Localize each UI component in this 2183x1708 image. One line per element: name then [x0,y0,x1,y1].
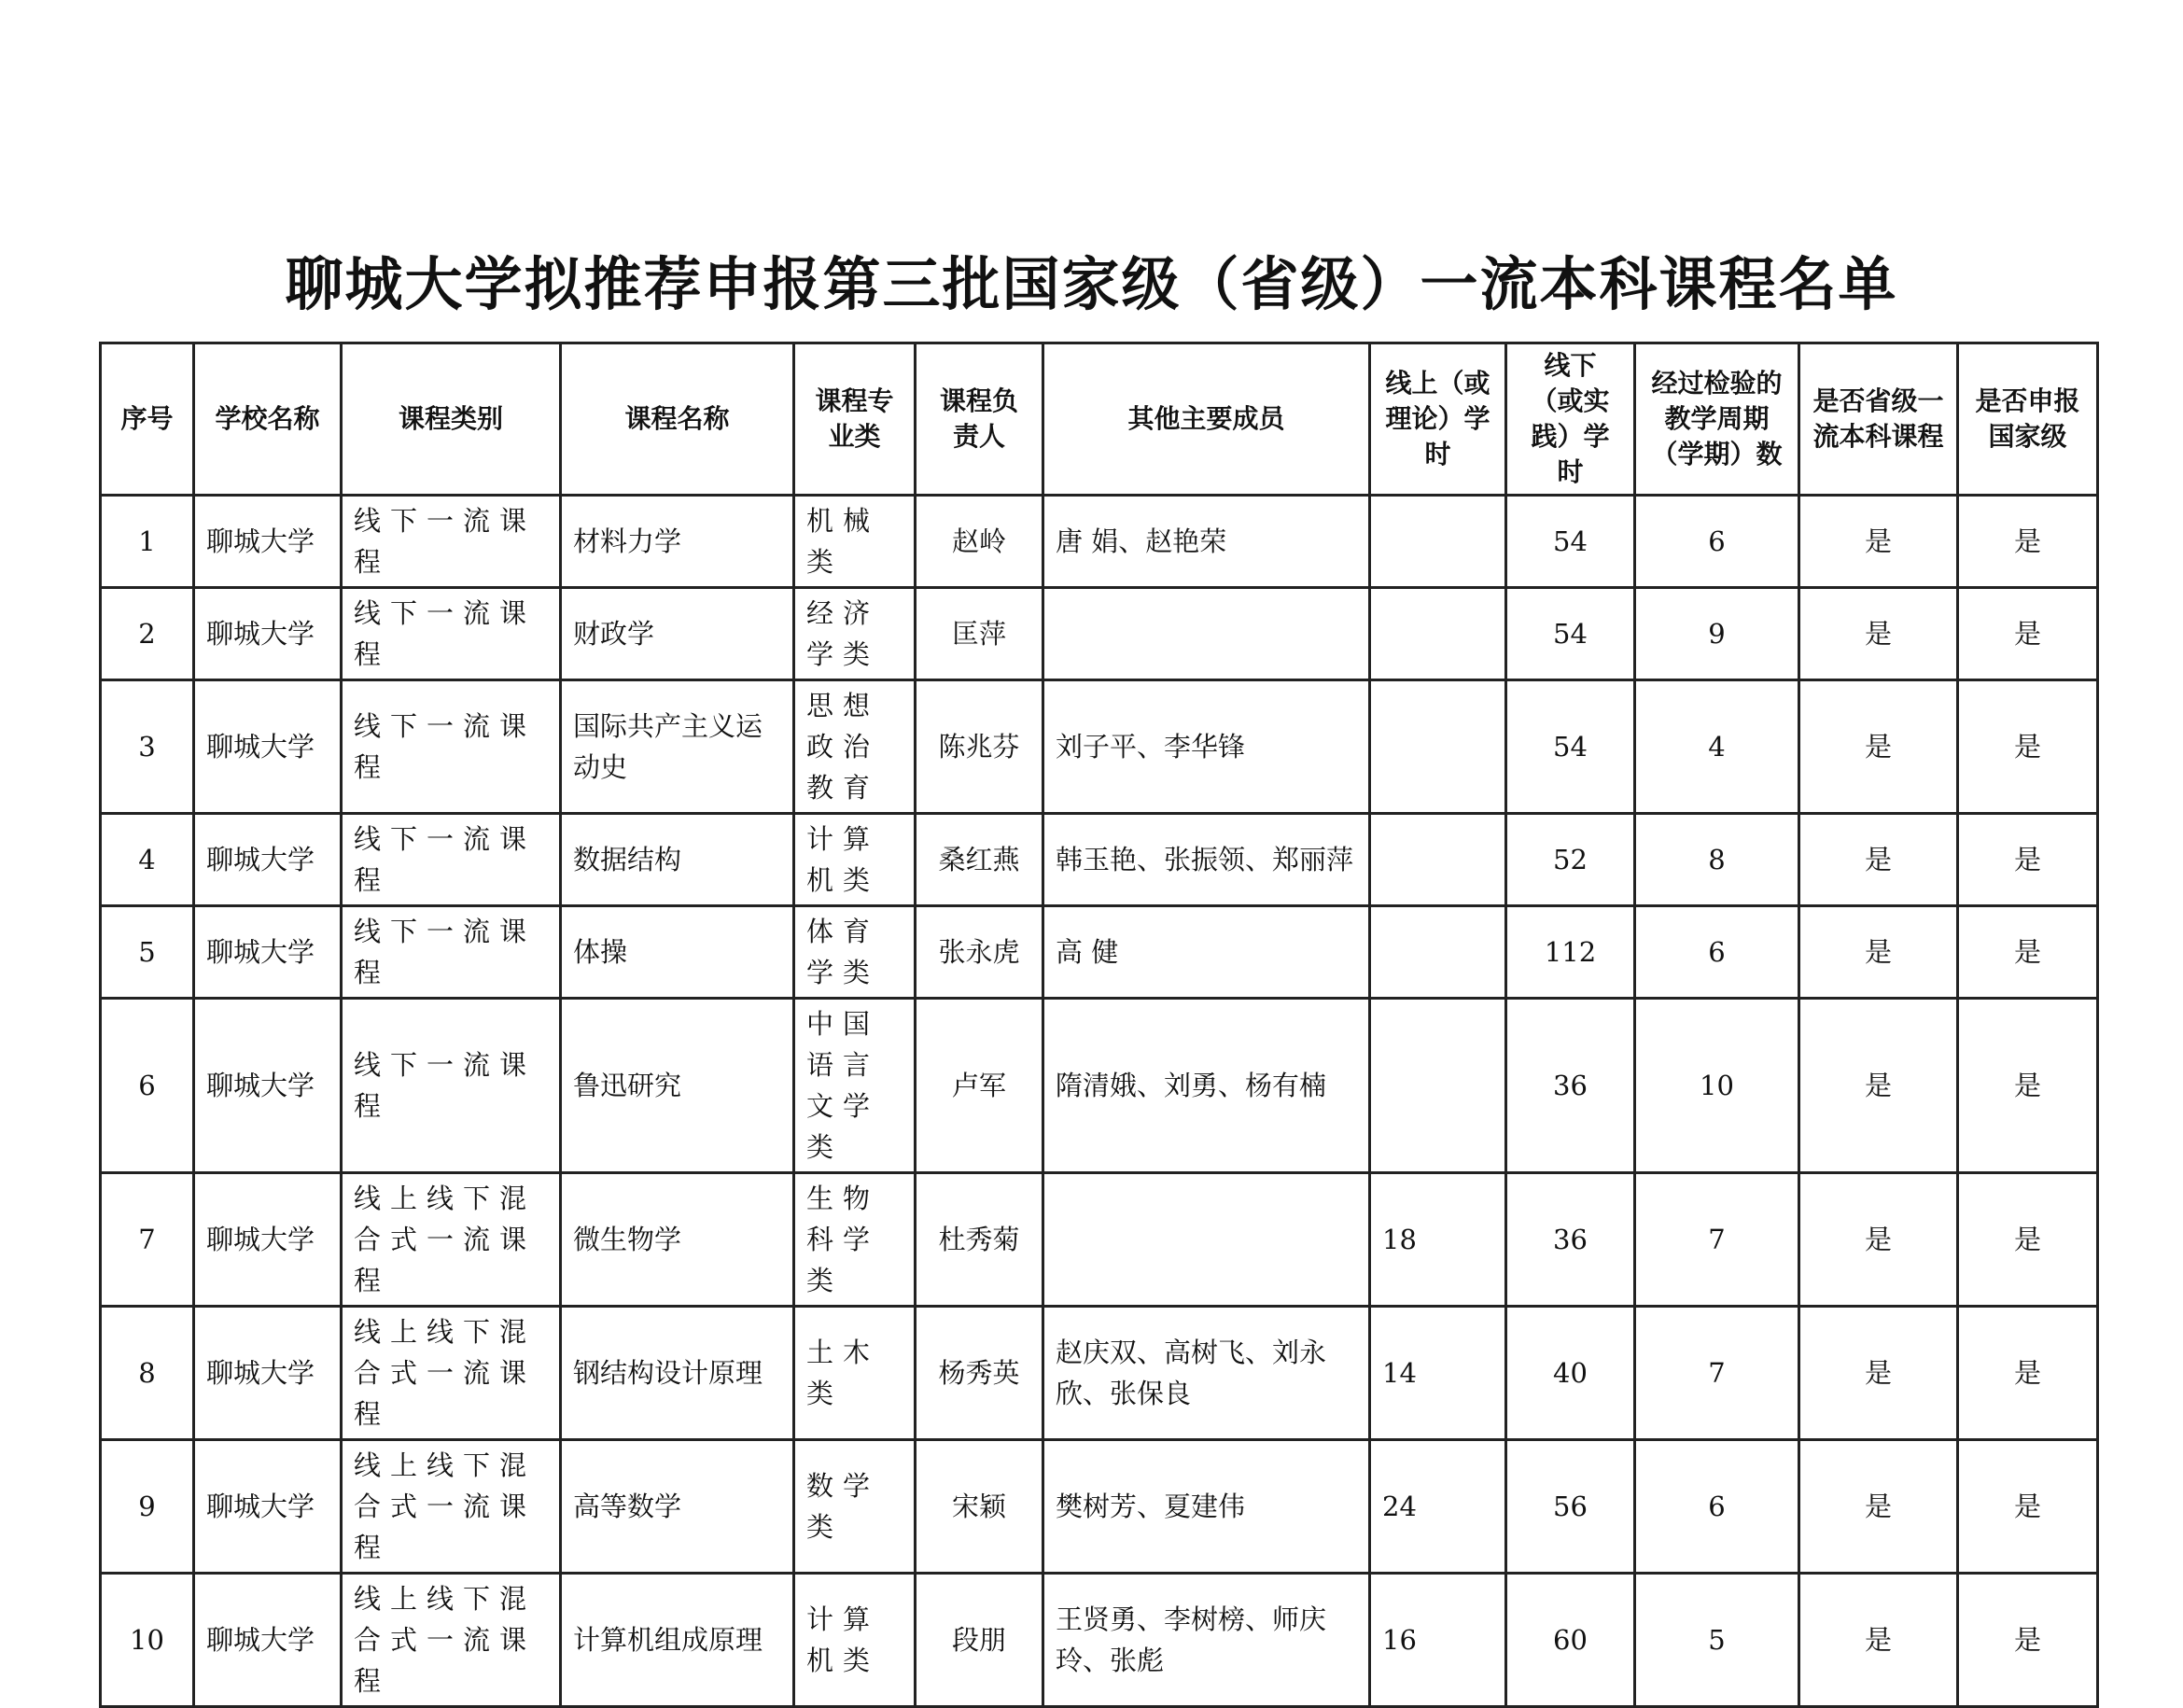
cell-provincial: 是 [1799,1440,1958,1574]
cell-members: 韩玉艳、张振领、郑丽萍 [1043,814,1370,906]
header-members: 其他主要成员 [1043,343,1370,496]
cell-online-hours [1370,999,1506,1173]
cell-school: 聊城大学 [194,1307,342,1440]
cell-national: 是 [1958,1173,2098,1307]
cell-online-hours: 24 [1370,1440,1506,1574]
cell-course: 高等数学 [561,1440,794,1574]
cell-school: 聊城大学 [194,588,342,680]
cell-offline-hours: 56 [1506,1440,1635,1574]
cell-national: 是 [1958,680,2098,814]
cell-provincial: 是 [1799,1307,1958,1440]
table-row [101,680,2098,814]
cell-course: 数据结构 [561,814,794,906]
cell-offline-hours: 60 [1506,1574,1635,1707]
cell-provincial: 是 [1799,496,1958,588]
cell-category: 线上线下混合式一流课程 [342,1307,561,1440]
cell-school: 聊城大学 [194,1173,342,1307]
header-provincial: 是否省级一流本科课程 [1799,343,1958,496]
cell-provincial: 是 [1799,680,1958,814]
cell-school: 聊城大学 [194,496,342,588]
cell-no: 10 [101,1574,194,1707]
header-category: 课程类别 [342,343,561,496]
cell-course: 体操 [561,906,794,999]
cell-provincial: 是 [1799,999,1958,1173]
cell-major: 经济学类 [794,588,916,680]
cell-category: 线上线下混合式一流课程 [342,1440,561,1574]
cell-online-hours [1370,814,1506,906]
cell-no: 8 [101,1307,194,1440]
cell-provincial: 是 [1799,814,1958,906]
header-offline-hours: 线下（或实践）学时 [1506,343,1635,496]
cell-major: 机械类 [794,496,916,588]
cell-category: 线下一流课程 [342,496,561,588]
cell-category: 线上线下混合式一流课程 [342,1574,561,1707]
cell-online-hours [1370,680,1506,814]
cell-members: 高 健 [1043,906,1370,999]
table-row [101,1440,2098,1574]
cell-course: 国际共产主义运动史 [561,680,794,814]
cell-members: 刘子平、李华锋 [1043,680,1370,814]
header-school: 学校名称 [194,343,342,496]
cell-major: 计算机类 [794,1574,916,1707]
cell-no: 2 [101,588,194,680]
cell-school: 聊城大学 [194,680,342,814]
cell-members: 樊树芳、夏建伟 [1043,1440,1370,1574]
cell-offline-hours: 52 [1506,814,1635,906]
cell-offline-hours: 112 [1506,906,1635,999]
cell-national: 是 [1958,999,2098,1173]
cell-members [1043,1173,1370,1307]
cell-no: 7 [101,1173,194,1307]
cell-course: 财政学 [561,588,794,680]
cell-offline-hours: 40 [1506,1307,1635,1440]
table-body [101,496,2098,1707]
cell-major: 计算机类 [794,814,916,906]
cell-major: 生物科学类 [794,1173,916,1307]
cell-leader: 杨秀英 [916,1307,1043,1440]
cell-members: 赵庆双、高树飞、刘永欣、张保良 [1043,1307,1370,1440]
cell-national: 是 [1958,1440,2098,1574]
cell-online-hours [1370,906,1506,999]
cell-offline-hours: 54 [1506,588,1635,680]
header-leader: 课程负责人 [916,343,1043,496]
cell-cycles: 10 [1635,999,1799,1173]
cell-offline-hours: 36 [1506,999,1635,1173]
cell-school: 聊城大学 [194,814,342,906]
header-online-hours: 线上（或理论）学时 [1370,343,1506,496]
cell-course: 材料力学 [561,496,794,588]
cell-no: 4 [101,814,194,906]
cell-course: 微生物学 [561,1173,794,1307]
cell-major: 中国语言文学类 [794,999,916,1173]
cell-course: 钢结构设计原理 [561,1307,794,1440]
cell-no: 9 [101,1440,194,1574]
cell-category: 线下一流课程 [342,680,561,814]
cell-online-hours: 16 [1370,1574,1506,1707]
cell-national: 是 [1958,588,2098,680]
cell-leader: 卢军 [916,999,1043,1173]
cell-school: 聊城大学 [194,999,342,1173]
cell-provincial: 是 [1799,906,1958,999]
cell-major: 数学类 [794,1440,916,1574]
cell-leader: 段朋 [916,1574,1043,1707]
cell-offline-hours: 54 [1506,680,1635,814]
table-row [101,1307,2098,1440]
cell-provincial: 是 [1799,1173,1958,1307]
table-row [101,999,2098,1173]
cell-online-hours [1370,588,1506,680]
header-no: 序号 [101,343,194,496]
cell-course: 鲁迅研究 [561,999,794,1173]
cell-leader: 杜秀菊 [916,1173,1043,1307]
cell-category: 线下一流课程 [342,906,561,999]
cell-online-hours: 18 [1370,1173,1506,1307]
cell-no: 5 [101,906,194,999]
cell-national: 是 [1958,814,2098,906]
cell-school: 聊城大学 [194,1574,342,1707]
cell-offline-hours: 54 [1506,496,1635,588]
cell-category: 线下一流课程 [342,999,561,1173]
cell-cycles: 9 [1635,588,1799,680]
cell-major: 体育学类 [794,906,916,999]
cell-offline-hours: 36 [1506,1173,1635,1307]
cell-no: 1 [101,496,194,588]
cell-leader: 桑红燕 [916,814,1043,906]
cell-category: 线下一流课程 [342,814,561,906]
page-title: 聊城大学拟推荐申报第三批国家级（省级）一流本科课程名单 [285,250,1898,318]
cell-national: 是 [1958,496,2098,588]
table-header-row [101,343,2098,496]
header-course: 课程名称 [561,343,794,496]
header-national: 是否申报国家级 [1958,343,2098,496]
cell-provincial: 是 [1799,1574,1958,1707]
cell-national: 是 [1958,1307,2098,1440]
header-cycles: 经过检验的教学周期（学期）数 [1635,343,1799,496]
cell-category: 线下一流课程 [342,588,561,680]
cell-cycles: 7 [1635,1173,1799,1307]
cell-national: 是 [1958,906,2098,999]
cell-cycles: 7 [1635,1307,1799,1440]
table-row [101,496,2098,588]
table-row [101,588,2098,680]
cell-cycles: 8 [1635,814,1799,906]
cell-leader: 张永虎 [916,906,1043,999]
cell-members: 唐 娟、赵艳荣 [1043,496,1370,588]
cell-members [1043,588,1370,680]
cell-category: 线上线下混合式一流课程 [342,1173,561,1307]
cell-members: 隋清娥、刘勇、杨有楠 [1043,999,1370,1173]
cell-school: 聊城大学 [194,906,342,999]
cell-cycles: 5 [1635,1574,1799,1707]
table-row [101,1574,2098,1707]
cell-leader: 陈兆芬 [916,680,1043,814]
cell-cycles: 6 [1635,1440,1799,1574]
cell-cycles: 6 [1635,496,1799,588]
table-row [101,906,2098,999]
table-row [101,1173,2098,1307]
course-table [99,342,2099,1708]
cell-leader: 赵岭 [916,496,1043,588]
cell-leader: 宋颖 [916,1440,1043,1574]
cell-online-hours: 14 [1370,1307,1506,1440]
cell-cycles: 6 [1635,906,1799,999]
header-major: 课程专业类 [794,343,916,496]
cell-leader: 匡萍 [916,588,1043,680]
cell-major: 思想政治教育 [794,680,916,814]
table-row [101,814,2098,906]
cell-online-hours [1370,496,1506,588]
cell-no: 3 [101,680,194,814]
cell-provincial: 是 [1799,588,1958,680]
cell-members: 王贤勇、李树榜、师庆玲、张彪 [1043,1574,1370,1707]
cell-no: 6 [101,999,194,1173]
cell-cycles: 4 [1635,680,1799,814]
cell-school: 聊城大学 [194,1440,342,1574]
cell-national: 是 [1958,1574,2098,1707]
cell-major: 土木类 [794,1307,916,1440]
cell-course: 计算机组成原理 [561,1574,794,1707]
